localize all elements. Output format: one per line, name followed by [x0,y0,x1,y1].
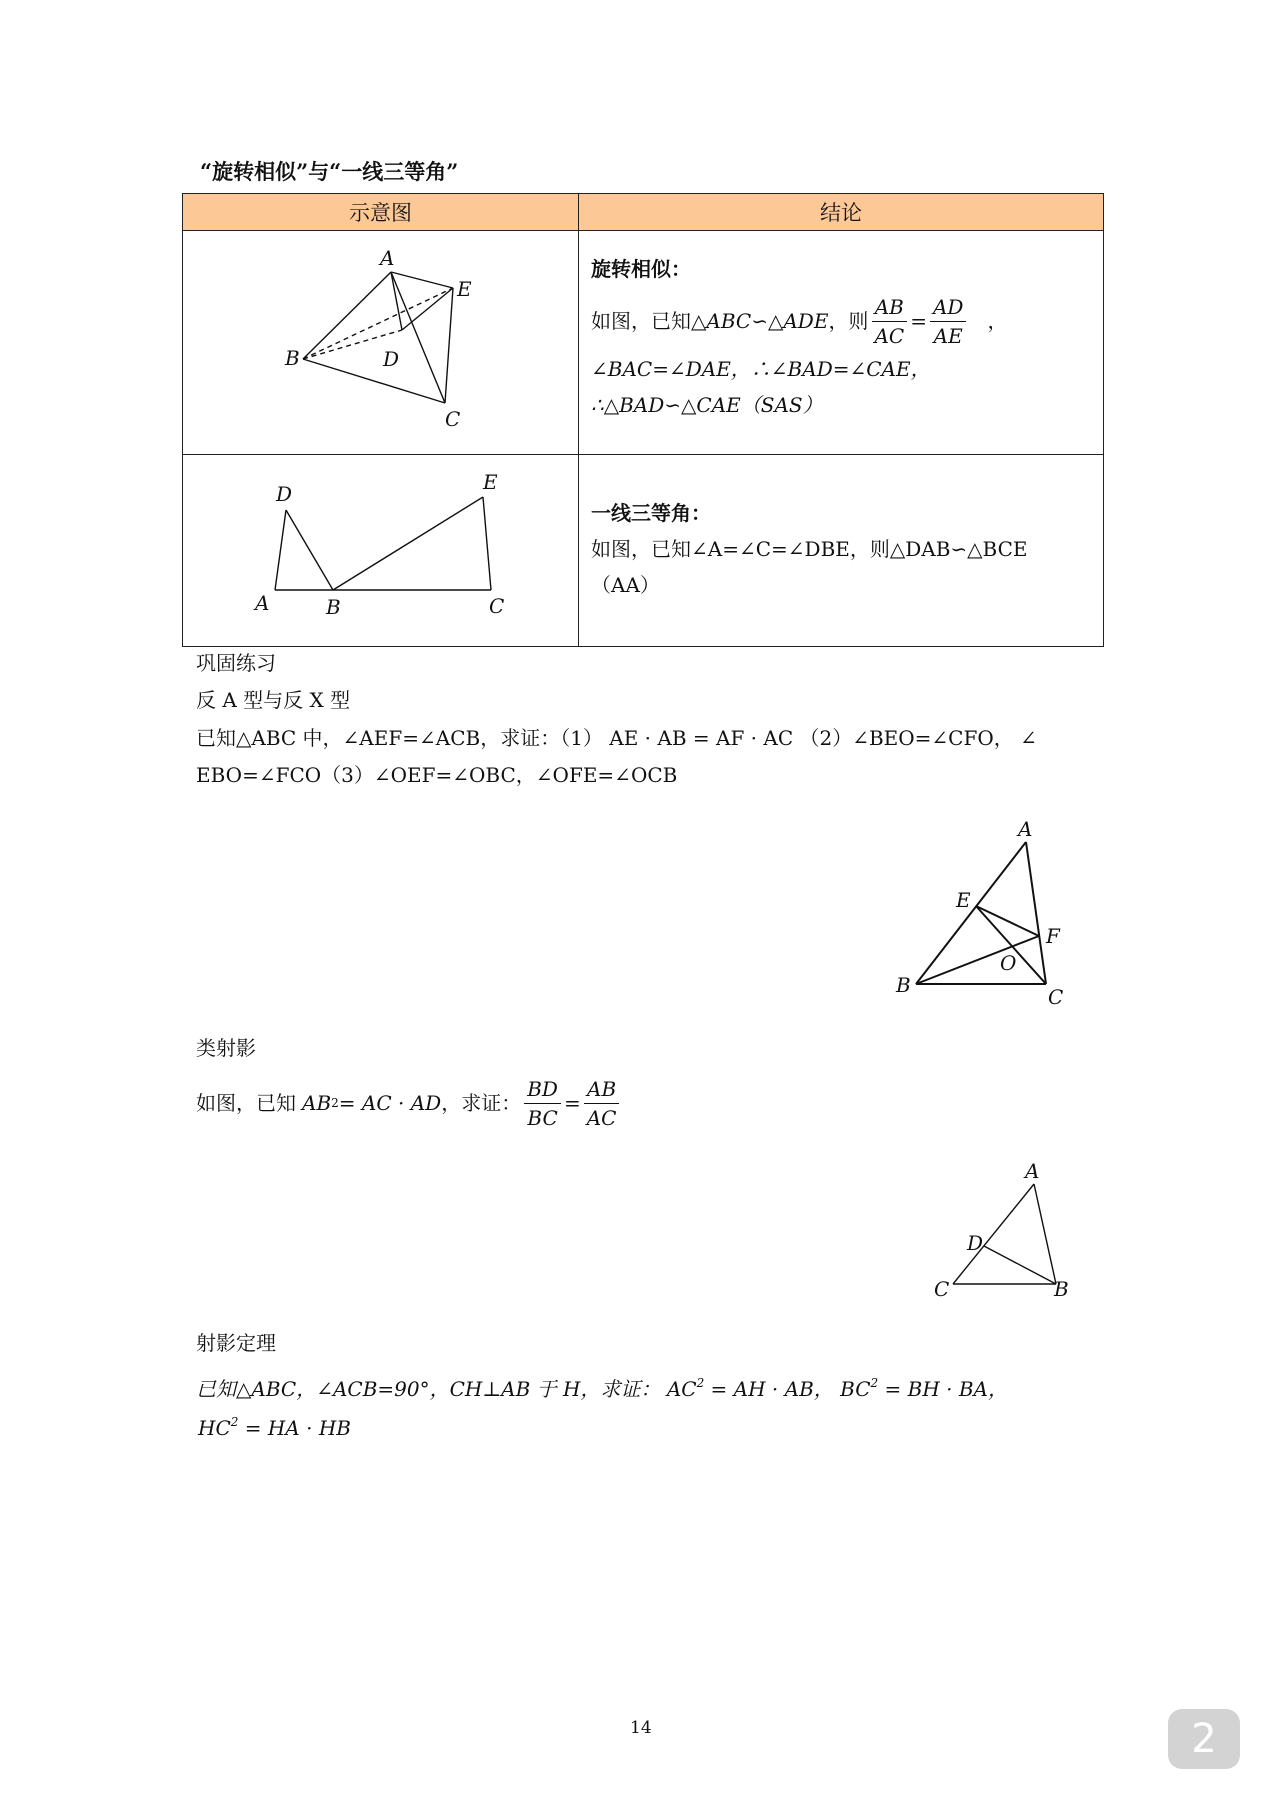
figure-quasi-projection [920,1150,1080,1300]
seg-BE [333,497,483,590]
one-line-line2: （AA） [591,573,660,597]
label-C: C [934,1277,950,1300]
conclusion-cell-rotation [579,231,1104,455]
label-C: C [445,407,461,431]
problem1-line2: EBO=∠FCO（3）∠OEF=∠OBC，∠OFE=∠OCB [196,763,678,787]
label-A: A [255,591,270,615]
practice-heading: 巩固练习 [196,651,276,675]
table-header-row [183,194,1104,231]
one-line-three-angles-figure [183,455,579,647]
seg-EC [445,288,453,403]
seg-AD [391,272,402,330]
label-B: B [285,346,300,370]
seg-AB [1034,1184,1056,1284]
label-B: B [326,595,341,619]
label-B: B [896,973,911,997]
label-E: E [457,277,472,301]
header-diagram: 示意图 [183,194,579,231]
seg-EC [483,497,491,590]
seg-AE [391,272,453,288]
seg-EF [976,906,1039,936]
diagram-cell-one-line [183,455,579,647]
summary-table [182,193,1104,647]
label-F: F [1046,924,1060,948]
conclusion-cell-one-line [579,455,1104,647]
seg-AC [1026,842,1046,984]
header-conclusion: 结论 [579,194,1104,231]
rotation-heading: 旋转相似： [591,257,691,281]
rotation-line3: ∴△BAD∽△CAE（SAS） [591,393,823,417]
label-B: B [1054,1277,1069,1300]
seg-BC [303,359,445,403]
label-D: D [383,347,400,371]
seg-AC [391,272,445,403]
seg-AD [275,510,286,590]
rotation-line2: ∠BAC=∠DAE，∴∠BAD=∠CAE， [591,357,931,381]
fraction-ab-ac: $\frac{AB}{AC}$ [584,1075,620,1132]
practice-sub2: 类射影 [196,1036,256,1060]
seg-DB [984,1246,1056,1284]
problem3-line1: 已知△ABC，∠ACB=90°，CH⊥AB 于 H，求证： $AC^2$ = AH · AB， $BC^2$ = BH · BA， [196,1376,1008,1401]
label-O: O [1000,951,1017,975]
seg-BE-dashed [303,288,453,359]
fraction-ab-ac: $\frac{AB}{AC}$ [871,293,907,350]
fraction-ad-ae: $\frac{AD}{AE}$ [930,293,966,350]
label-D: D [967,1231,984,1255]
label-C: C [489,594,505,618]
table-row [183,231,1104,455]
page-badge[interactable]: 2 [1168,1709,1240,1769]
problem2: 如图，已知 AB 2 = AC · AD ，求证： $\frac{BD}{BC}$ = $\frac{AB}{AC}$ [196,1070,622,1136]
figure-reverse-A [890,810,1090,1010]
practice-sub3: 射影定理 [196,1331,276,1355]
page-number: 14 [630,1718,652,1738]
problem3-line2: $HC^2$ = HA · HB [198,1415,351,1440]
label-E: E [483,470,498,494]
rotation-line1: 如图，已知△ ABC ∽△ ADE ，则 $\frac{AB}{AC}$ = $\frac{AD}{AE}$ ， [591,294,1008,348]
label-D: D [276,482,293,506]
one-line-heading: 一线三等角： [591,501,711,525]
table-row [183,455,1104,647]
section-title: “旋转相似”与“一线三等角” [200,159,459,184]
label-C: C [1048,985,1064,1009]
fraction-bd-bc: $\frac{BD}{BC}$ [524,1075,561,1132]
seg-DB [286,510,333,590]
label-A: A [1018,817,1033,841]
label-E: E [956,888,971,912]
seg-AC [953,1184,1034,1284]
problem1-line1: 已知△ABC 中，∠AEF=∠ACB，求证：（1） AE · AB = AF · AC （2）∠BEO=∠CFO， ∠ [196,726,1037,750]
one-line-line1: 如图，已知∠A=∠C=∠DBE，则△DAB∽△BCE [591,537,1028,561]
practice-sub1: 反 A 型与反 X 型 [196,688,351,712]
diagram-cell-rotation [183,231,579,455]
rotation-similarity-figure [183,231,579,455]
label-A: A [1025,1159,1040,1183]
label-A: A [380,246,395,270]
